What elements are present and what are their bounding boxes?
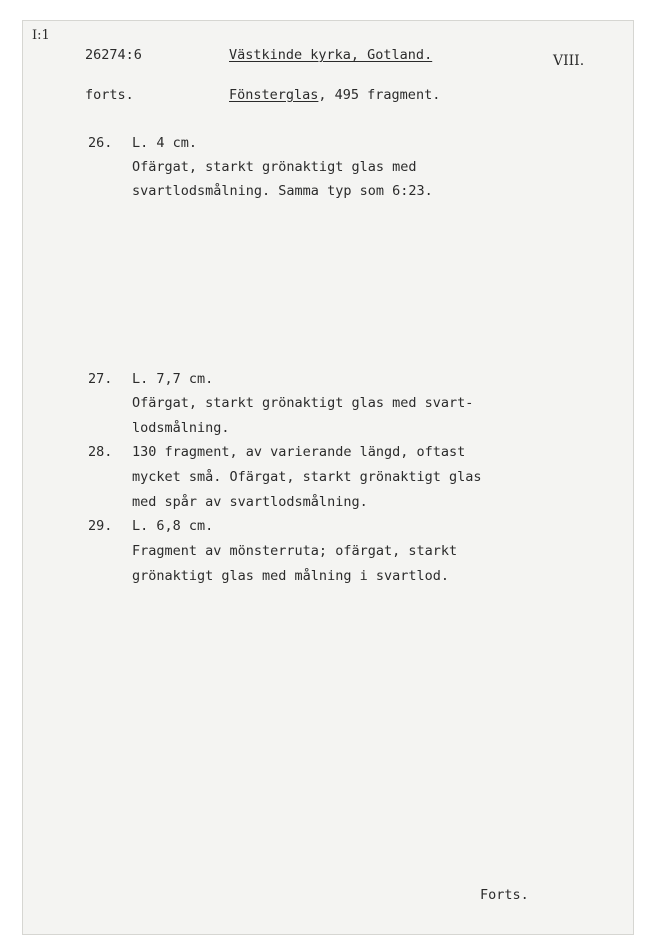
continued-label: forts.	[85, 87, 134, 103]
category-count: , 495 fragment.	[318, 87, 441, 103]
part-number: VIII.	[553, 53, 585, 69]
category-line	[229, 87, 440, 103]
corner-mark: I:1	[32, 28, 50, 43]
entry-first-line: L. 7,7 cm.	[132, 371, 214, 387]
entry-number: 27.	[88, 371, 113, 387]
entry-number: 26.	[88, 135, 113, 151]
continued-footer: Forts.	[480, 887, 529, 903]
entry-line: mycket små. Ofärgat, starkt grönaktigt glas	[132, 469, 482, 485]
entry-line: grönaktigt glas med målning i svartlod.	[132, 568, 449, 584]
entry-line: med spår av svartlodsmålning.	[132, 494, 368, 510]
entry-first-line: L. 4 cm.	[132, 135, 198, 151]
entry-number: 28.	[88, 444, 113, 460]
entry-number: 29.	[88, 518, 113, 534]
entry-line: Ofärgat, starkt grönaktigt glas med svart-	[132, 395, 474, 411]
entry-line: Fragment av mönsterruta; ofärgat, starkt	[132, 543, 458, 559]
entry-line: svartlodsmålning. Samma typ som 6:23.	[132, 183, 433, 199]
catalog-number: 26274:6	[85, 47, 142, 63]
entry-line: lodsmålning.	[132, 420, 230, 436]
entry-first-line: L. 6,8 cm.	[132, 518, 214, 534]
location-title: Västkinde kyrka, Gotland.	[229, 47, 433, 63]
entry-line: Ofärgat, starkt grönaktigt glas med	[132, 159, 417, 175]
category-name: Fönsterglas	[229, 87, 319, 103]
entry-first-line: 130 fragment, av varierande längd, oftast	[132, 444, 466, 460]
